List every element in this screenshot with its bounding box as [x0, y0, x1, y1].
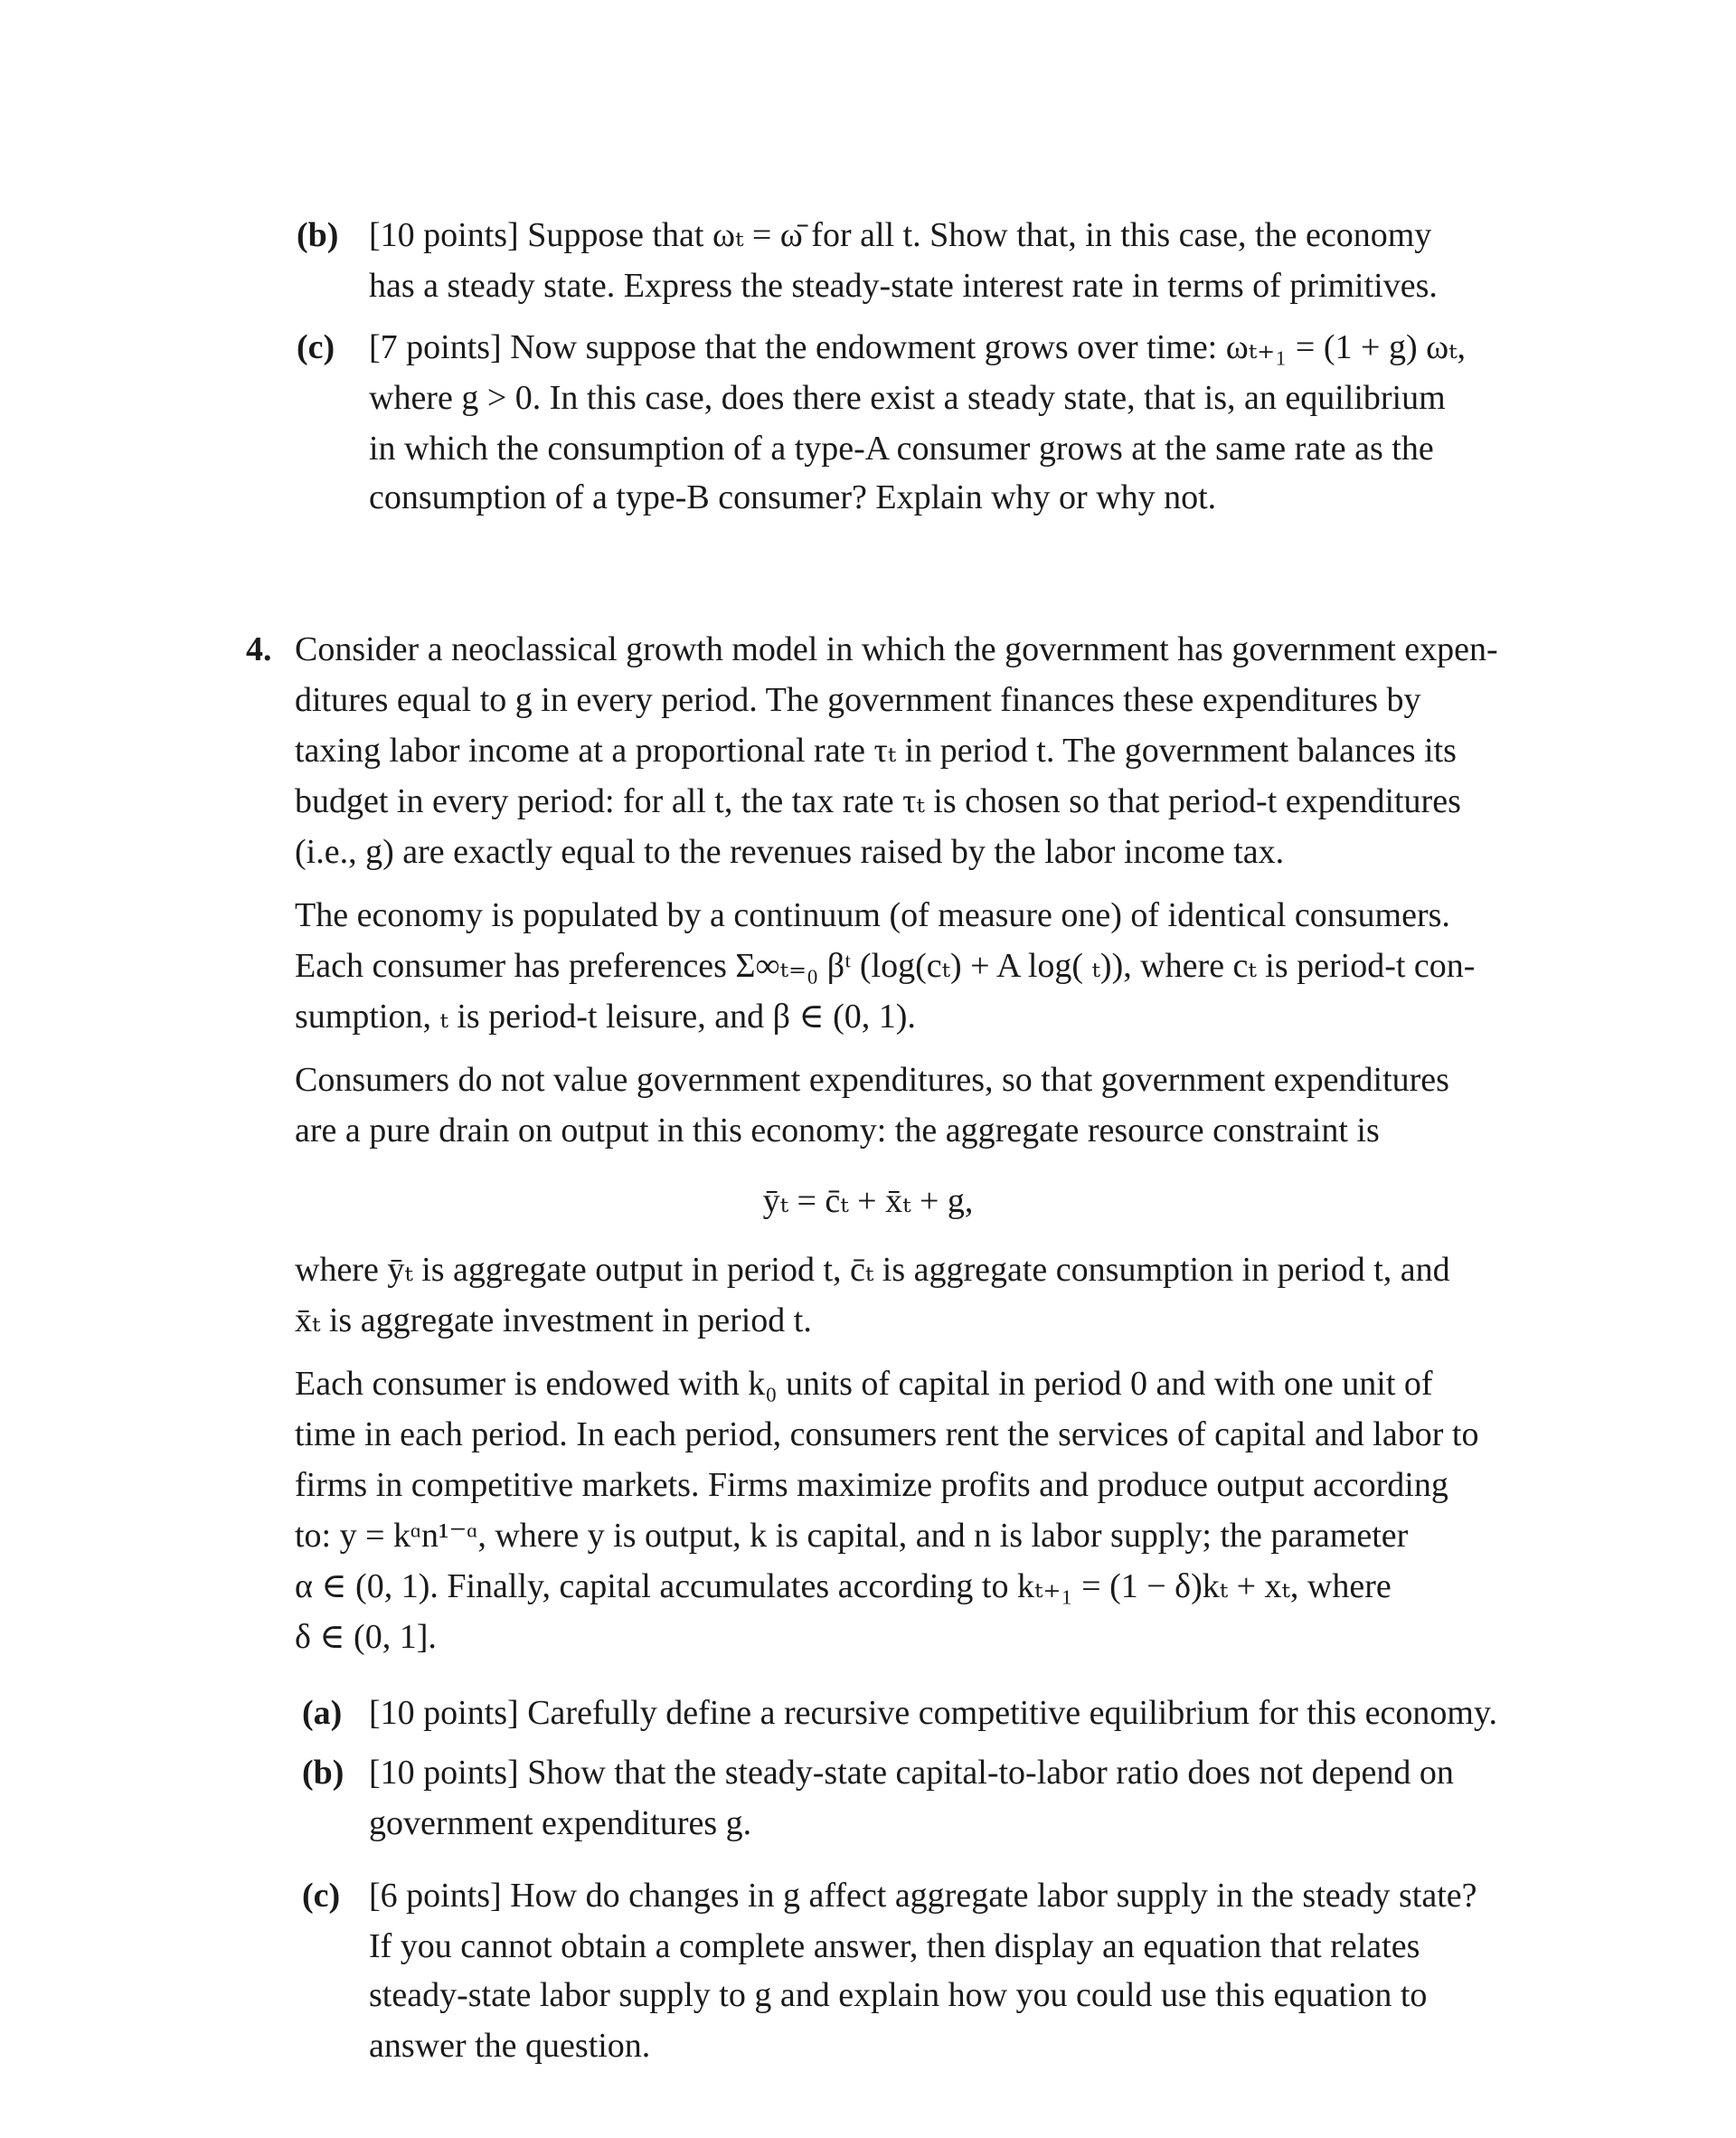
q4-drain-line-1: Consumers do not value government expenditures, so that government expenditures: [295, 1061, 1449, 1099]
q4-where-line-2: x̄ₜ is aggregate investment in period t.: [295, 1301, 812, 1339]
q4-part-b-line-1: [10 points] Show that the steady-state capital-to-labor ratio does not depend on: [369, 1754, 1454, 1792]
q4-where-line-1: where ȳₜ is aggregate output in period t, c̄ₜ is aggregate consumption in period t, and: [295, 1251, 1450, 1289]
q4-prefs-line-3: sumption, ₜ is period-t leisure, and β ∈ (0, 1).: [295, 998, 916, 1036]
q3-part-c-line-4: consumption of a type-B consumer? Explain why or why not.: [369, 478, 1217, 516]
q3-part-b-line-1: [10 points] Suppose that ωₜ = ω̄ for all t. Show that, in this case, the economy: [369, 216, 1432, 254]
q4-number: 4.: [246, 630, 272, 668]
q4-part-c-line-3: steady-state labor supply to g and explain how you could use this equation to: [369, 1976, 1428, 2014]
q3-part-b-label: (b): [297, 216, 339, 254]
q4-intro-line-4: budget in every period: for all t, the tax rate τₜ is chosen so that period-t expenditures: [295, 782, 1461, 820]
q4-intro-line-1: Consider a neoclassical growth model in which the government has government expen-: [295, 630, 1498, 668]
q3-part-b-line-2: has a steady state. Express the steady-state interest rate in terms of primitives.: [369, 267, 1438, 305]
resource-constraint-equation: ȳₜ = c̄ₜ + x̄ₜ + g,: [762, 1182, 974, 1220]
q4-part-b-label: (b): [302, 1754, 344, 1792]
q4-prefs-line-2: Each consumer has preferences Σ∞ₜ₌₀ βᵗ (log(cₜ) + A log( ₜ)), where cₜ is period-t con-: [295, 947, 1476, 985]
q3-part-c-line-3: in which the consumption of a type-A consumer grows at the same rate as the: [369, 430, 1434, 468]
q4-intro-line-3: taxing labor income at a proportional rate τₜ in period t. The government balances its: [295, 732, 1457, 770]
q3-part-c-line-2: where g > 0. In this case, does there exist a steady state, that is, an equilibrium: [369, 379, 1446, 417]
q4-intro-line-2: ditures equal to g in every period. The government finances these expenditures by: [295, 681, 1421, 719]
q4-endow-line-6: δ ∈ (0, 1].: [295, 1618, 437, 1656]
q4-endow-line-5: α ∈ (0, 1). Finally, capital accumulates according to kₜ₊₁ = (1 − δ)kₜ + xₜ, where: [295, 1567, 1392, 1605]
q4-endow-line-4: to: y = kᵅn¹⁻ᵅ, where y is output, k is capital, and n is labor supply; the parameter: [295, 1517, 1409, 1555]
q4-endow-line-3: firms in competitive markets. Firms maximize profits and produce output according: [295, 1466, 1448, 1504]
q4-intro-line-5: (i.e., g) are exactly equal to the revenues raised by the labor income tax.: [295, 833, 1285, 871]
q4-part-c-line-4: answer the question.: [369, 2027, 651, 2065]
q4-part-c-label: (c): [302, 1877, 341, 1915]
q4-part-a-label: (a): [302, 1694, 343, 1732]
q4-part-c-line-2: If you cannot obtain a complete answer, then display an equation that relates: [369, 1927, 1420, 1965]
q4-endow-line-2: time in each period. In each period, consumers rent the services of capital and labor to: [295, 1415, 1479, 1453]
q4-part-a-line-1: [10 points] Carefully define a recursive competitive equilibrium for this economy.: [369, 1694, 1498, 1732]
q4-drain-line-2: are a pure drain on output in this economy: the aggregate resource constraint is: [295, 1112, 1380, 1149]
q3-part-c-label: (c): [297, 328, 335, 366]
q4-part-b-line-2: government expenditures g.: [369, 1804, 752, 1842]
q4-prefs-line-1: The economy is populated by a continuum (of measure one) of identical consumers.: [295, 896, 1450, 934]
q3-part-c-line-1: [7 points] Now suppose that the endowment grows over time: ωₜ₊₁ = (1 + g) ωₜ,: [369, 328, 1466, 366]
q4-part-c-line-1: [6 points] How do changes in g affect aggregate labor supply in the steady state?: [369, 1877, 1477, 1915]
q4-endow-line-1: Each consumer is endowed with k₀ units of capital in period 0 and with one unit of: [295, 1365, 1433, 1403]
